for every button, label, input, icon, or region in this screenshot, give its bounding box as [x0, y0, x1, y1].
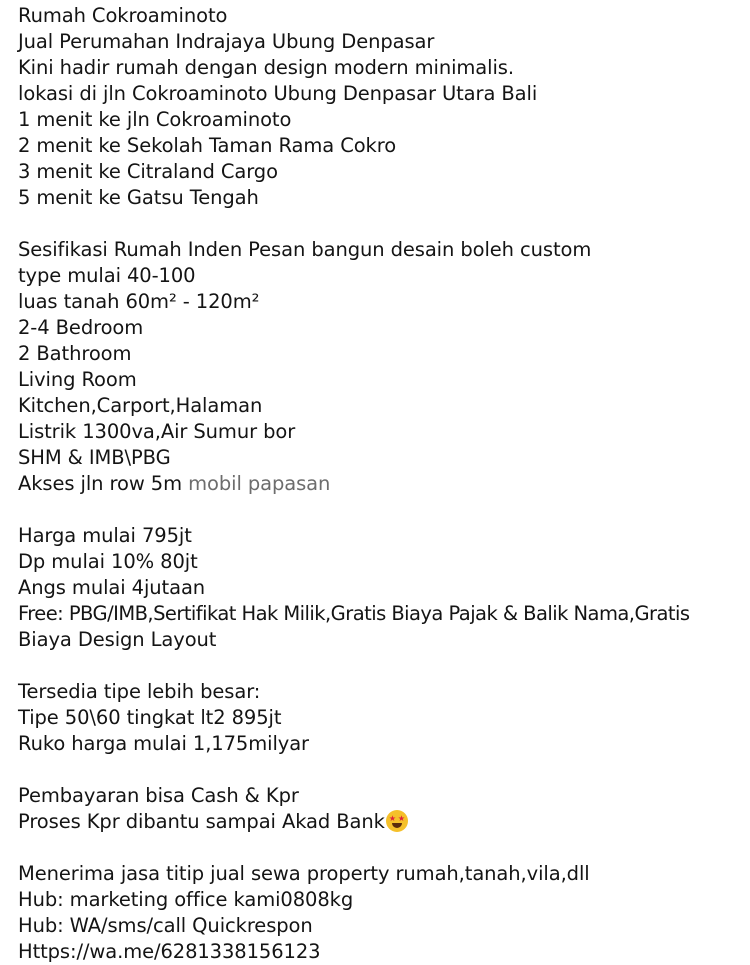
post-line: Harga mulai 795jt	[18, 524, 192, 547]
post-line: Hub: marketing office kami0808kg	[18, 888, 354, 911]
post-line: Kini hadir rumah dengan design modern minimalis.	[18, 56, 514, 79]
post-line: 2 menit ke Sekolah Taman Rama Cokro	[18, 134, 397, 157]
post-line: Menerima jasa titip jual sewa property rumah,tanah,vila,dll	[18, 862, 590, 885]
post-line: luas tanah 60m² - 120m²	[18, 290, 260, 313]
post-line: 2-4 Bedroom	[18, 316, 144, 339]
post-line: Kitchen,Carport,Halaman	[18, 394, 263, 417]
whatsapp-link[interactable]: Https://wa.me/6281338156123	[18, 940, 321, 963]
kpr-text: Proses Kpr dibantu sampai Akad Bank	[18, 810, 385, 833]
access-road-text: Akses jln row 5m	[18, 472, 183, 495]
post-line: Free: PBG/IMB,Sertifikat Hak Milik,Gratis Biaya Pajak & Balik Nama,Gratis	[18, 602, 690, 625]
paragraph-gap	[18, 497, 748, 523]
post-line	[18, 471, 748, 497]
post-line: Dp mulai 10% 80jt	[18, 550, 198, 573]
post-line: Hub: WA/sms/call Quickrespon	[18, 914, 313, 937]
post-line: Tipe 50\60 tingkat lt2 895jt	[18, 706, 282, 729]
post-line: Biaya Design Layout	[18, 628, 217, 651]
post-line: Tersedia tipe lebih besar:	[18, 680, 261, 703]
paragraph-gap	[18, 653, 748, 679]
post-line: Pembayaran bisa Cash & Kpr	[18, 784, 299, 807]
post-line: Jual Perumahan Indrajaya Ubung Denpasar	[18, 30, 435, 53]
post-line: 5 menit ke Gatsu Tengah	[18, 186, 259, 209]
post-line: Sesifikasi Rumah Inden Pesan bangun desain boleh custom	[18, 238, 592, 261]
post-line	[18, 809, 748, 835]
paragraph-gap	[18, 211, 748, 237]
post-line: Ruko harga mulai 1,175milyar	[18, 732, 309, 755]
paragraph-gap	[18, 757, 748, 783]
post-title: Rumah Cokroaminoto	[18, 4, 228, 27]
post-line: SHM & IMB\PBG	[18, 446, 171, 469]
post-line: Angs mulai 4jutaan	[18, 576, 206, 599]
post-line: Listrik 1300va,Air Sumur bor	[18, 420, 296, 443]
post-line: Living Room	[18, 368, 137, 391]
paragraph-gap	[18, 835, 748, 861]
post-line: lokasi di jln Cokroaminoto Ubung Denpasar Utara Bali	[18, 82, 538, 105]
faded-text: mobil papasan	[188, 472, 331, 495]
post-line: 3 menit ke Citraland Cargo	[18, 160, 278, 183]
post-line: 1 menit ke jln Cokroaminoto	[18, 108, 292, 131]
post-line: type mulai 40-100	[18, 264, 196, 287]
star-struck-emoji-icon: ★ ★	[386, 810, 408, 832]
post-body	[18, 3, 748, 965]
post-line: 2 Bathroom	[18, 342, 132, 365]
